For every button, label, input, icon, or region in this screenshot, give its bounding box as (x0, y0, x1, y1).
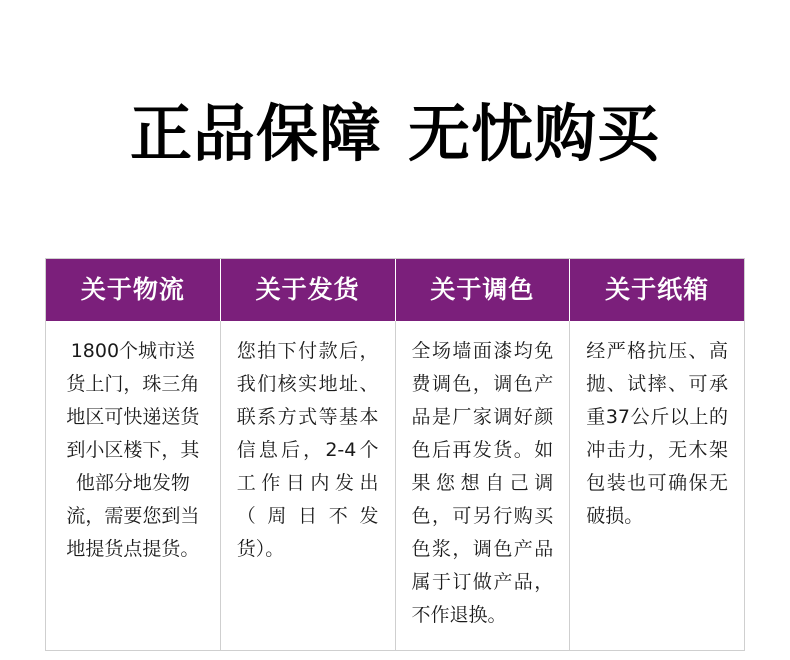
page-title-part-2: 无忧购买 (408, 97, 661, 170)
table-header-row (46, 259, 744, 321)
table-cell-carton: 经严格抗压、高抛、试摔、可承重37公斤以上的冲击力，无木架包装也可确保无破损。 (586, 340, 728, 527)
table-header-color-mixing: 关于调色 (396, 259, 571, 321)
page-title-part-1: 正品保障 (129, 97, 382, 170)
table-cell-shipping: 您拍下付款后，我们核实地址、联系方式等基本信息后，2-4个工作日内发出（周日不发货）。 (221, 321, 396, 650)
table-row (46, 321, 744, 650)
table-header-logistics: 关于物流 (46, 259, 221, 321)
table-header-carton: 关于纸箱 (570, 259, 744, 321)
table-cell-logistics: 1800个城市送货上门，珠三角地区可快递送货到小区楼下，其他部分地发物流，需要您到当地提货点提货。 (46, 321, 221, 650)
table-header-shipping: 关于发货 (221, 259, 396, 321)
page-title (0, 96, 790, 172)
table-cell-color-mixing: 全场墙面漆均免费调色，调色产品是厂家调好颜色后再发货。如果您想自己调色，可另行购买色浆，调色产品属于订做产品，不作退换。 (396, 321, 571, 650)
info-table (45, 258, 745, 651)
